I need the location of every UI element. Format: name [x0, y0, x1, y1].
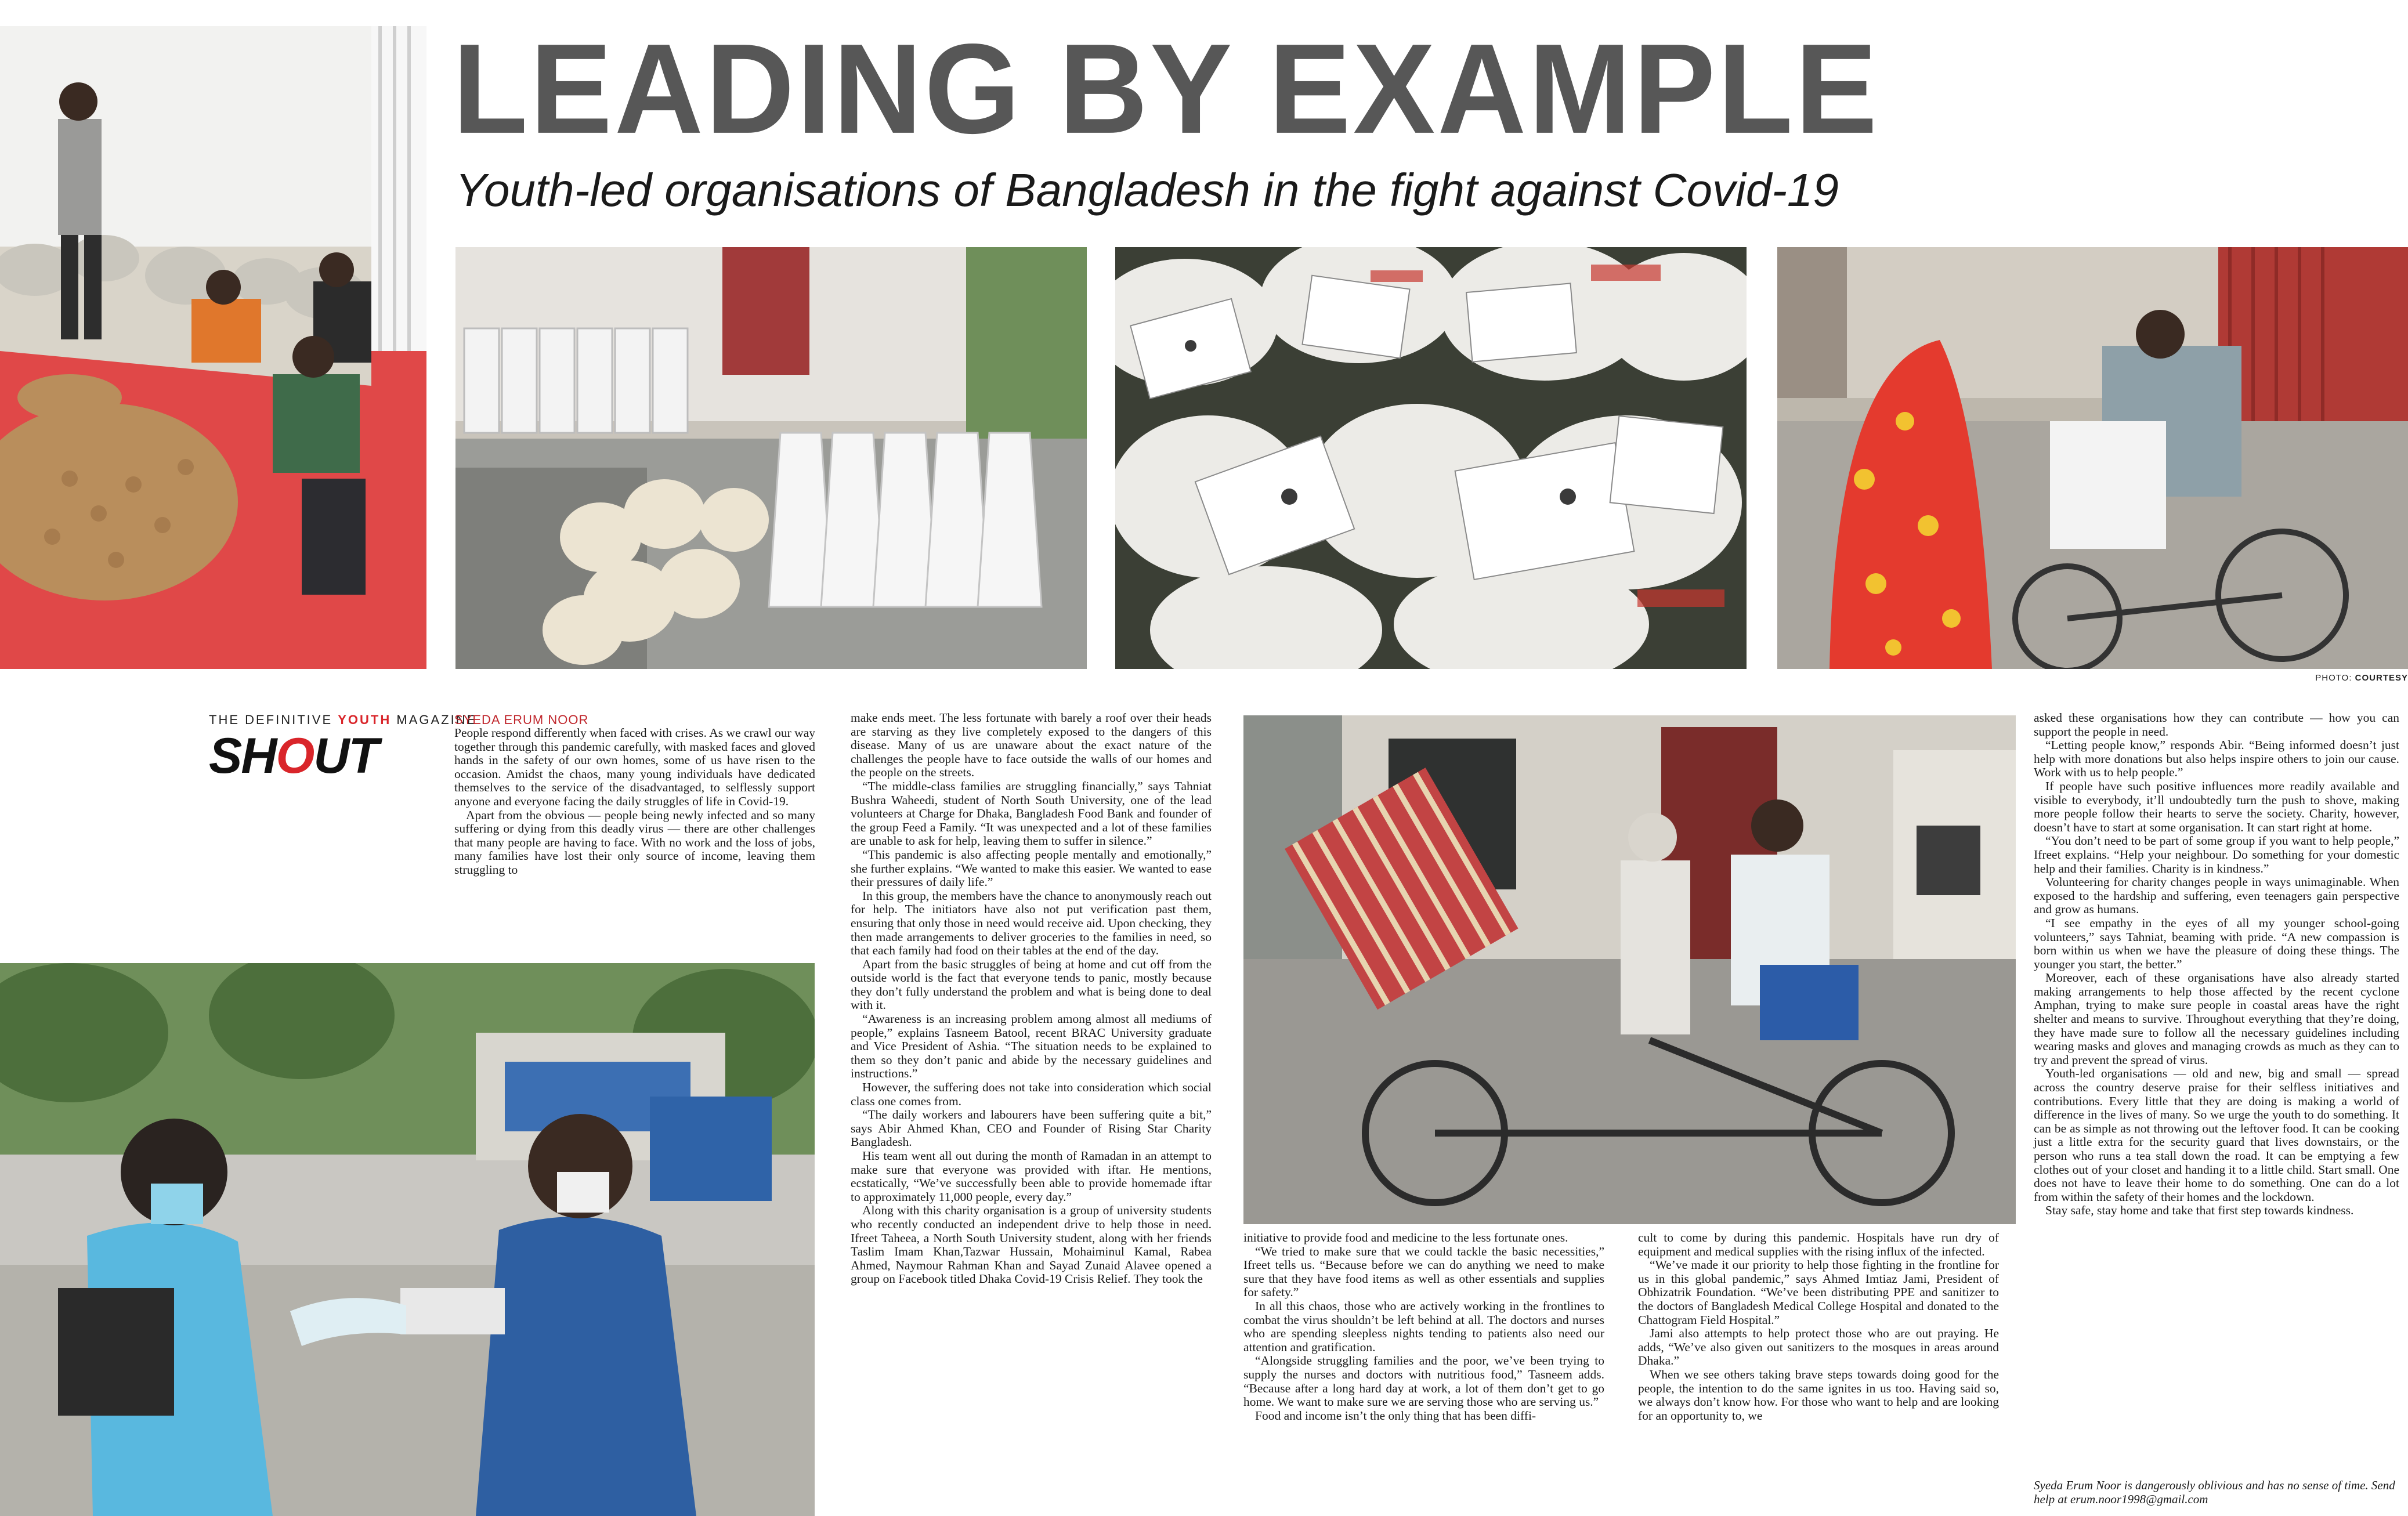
paragraph: His team went all out during the month of Ramadan in an attempt to make sure that everyone was provided with iftar. He mentions, ecstatically, “We’ve successfully been able to provide homemade iftar to approximately 11,000 people, every day.” — [851, 1149, 1212, 1204]
volunteers-sorting-potatoes-photo — [0, 26, 426, 669]
paragraph: Youth-led organisations — old and new, big and small — spread across the country deserve praise for their selfless initiatives and contributions. Every little that they are doing is making a world of difference in the lives of many. So we urge the youth to do something. It can be as simple as not throwing out the leftover food. It can be cooking just a little extra for the security guard that lives downstairs, or the person who runs a tea stall down the road. It can be emptying a few clothes out of your closet and handing it to a little child. Start small. One does not have to leave their home to do something. One can do a lot from within the safety of their homes and the lockdown. — [2034, 1066, 2399, 1204]
byline: SYEDA ERUM NOOR — [454, 712, 589, 727]
shout-logo: SHOUT — [209, 728, 378, 784]
paragraph: “Letting people know,” responds Abir. “Being informed doesn’t just help with more donations but also helps inspire others to join our cause. Work with us to help people.” — [2034, 738, 2399, 780]
rickshaw-delivery-photo — [1777, 247, 2408, 669]
author-bio: Syeda Erum Noor is dangerously oblivious and has no sense of time. Send help at erum.noor1998@gmail.com — [2034, 1478, 2395, 1506]
article-column-3 — [1243, 1231, 1604, 1423]
photo-credit — [2315, 673, 2408, 683]
paragraph: “This pandemic is also affecting people mentally and emotionally,” she further explains. “We wanted to make this easier. We wanted to ease their pressures of daily life.” — [851, 847, 1212, 889]
paragraph: “We tried to make sure that we could tackle the basic necessities,” Ifreet tells us. “Because before we can do anything we need to make sure that they have food items as well as other essentials and supplies for safety.” — [1243, 1244, 1604, 1300]
paragraph: “Awareness is an increasing problem among almost all mediums of people,” explains Tasneem Batool, recent BRAC University graduate and Vice President of Ashia. “The situation needs to be explained to them so they don’t panic and abide by the necessary guidelines and instructions.” — [851, 1012, 1212, 1081]
paragraph: “We’ve made it our priority to help those fighting in the frontline for us in this global pandemic,” says Ahmed Imtiaz Jami, President of Obhizatrik Foundation. “We’ve been distributing PPE and sanitizer to the doctors of Bangladesh Medical College Hospital and donated to the Chattogram Field Hospital.” — [1638, 1258, 1999, 1327]
paragraph: In all this chaos, those who are actively working in the frontlines to combat the virus shouldn’t be left behind at all. The doctors and nurses who are spending sleepless nights tending to patients also need our attention and gratification. — [1243, 1298, 1604, 1354]
paragraph: “I see empathy in the eyes of all my younger school-going volunteers,” says Tahniat, beaming with pride. “A new compassion is born within us when we have the pleasure of doing these things. The younger you start, the better.” — [2034, 916, 2399, 971]
paragraph: “The middle-class families are struggling financially,” says Tahniat Bushra Waheedi, student of North South University, one of the lead volunteers at Charge for Dhaka, Bangladesh Food Bank and founder of the group Feed a Family. “It was unexpected and a lot of these families are unable to ask for help, leaving them to suffer in silence.” — [851, 779, 1212, 848]
rickshaw-puller-mask-photo — [1243, 715, 2016, 1224]
photo-credit-label: PHOTO: — [2315, 673, 2352, 683]
paragraph: “Alongside struggling families and the poor, we’ve been trying to supply the nurses and doctors with nutritious food,” Tasneem adds. “Because after a long hard day at work, a lot of them don’t get to go home. We want to make sure we are serving those who are serving us.” — [1243, 1354, 1604, 1409]
paragraph: Moreover, each of these organisations have also already started making arrangements to help those affected by the recent cyclone Amphan, trying to make sure people in coastal areas have the right shelter and means to survive. Throughout everything that they’re doing, they have made sure to follow all the necessary guidelines including wearing masks and gloves and managing crowds as much as they can to try and prevent the spread of virus. — [2034, 971, 2399, 1067]
paragraph: “The daily workers and labourers have been suffering quite a bit,” says Abir Ahmed Khan, CEO and Founder of Rising Star Charity Bangladesh. — [851, 1108, 1212, 1149]
article-column-1 — [454, 726, 815, 877]
paragraph: Volunteering for charity changes people in ways unimaginable. When exposed to the hardship and suffering, even teenagers gain perspective and grow as humans. — [2034, 875, 2399, 917]
paragraph: asked these organisations how they can contribute — how you can support the people in need. — [2034, 711, 2399, 739]
paragraph: Apart from the obvious — people being newly infected and so many suffering or dying from this deadly virus — there are other challenges that many people are having to face. With no work and the loss of jobs, many families have lost their only source of income, leaving them struggling to — [454, 808, 815, 877]
paragraph: If people have such positive influences more readily available and visible to everybody, it’ll undoubtedly turn the push to shove, making more people follow their hearts to serve the society. Charity, however, doesn’t have to start at some organisation. It can start right at home. — [2034, 779, 2399, 834]
grocery-sacks-photo — [455, 247, 1087, 669]
paragraph: When we see others taking brave steps towards doing good for the people, the intention to do the same ignites in us too. Having said so, we always don’t know how. For those who want to help and are looking for an opportunity to, we — [1638, 1367, 1999, 1423]
paragraph: Apart from the basic struggles of being at home and cut off from the outside world is the fact that everyone tends to panic, mostly because they don’t fully understand the problem and what is being done to deal with it. — [851, 957, 1212, 1012]
subheadline: Youth-led organisations of Bangladesh in the fight against Covid-19 — [455, 164, 1839, 216]
article-column-5 — [2034, 711, 2399, 1218]
photo-credit-value: COURTESY — [2355, 673, 2408, 683]
headline: LEADING BY EXAMPLE — [453, 17, 1880, 160]
paragraph: cult to come by during this pandemic. Hospitals have run dry of equipment and medical supplies with the rising influx of the infected. — [1638, 1231, 1999, 1258]
paragraph: make ends meet. The less fortunate with barely a roof over their heads are starving as they live completely exposed to the dangers of this disease. Many of us are unaware about the exact nature of the challenges the people have to face outside the walls of our homes and the people on the streets. — [851, 711, 1212, 780]
paragraph: People respond differently when faced with crises. As we crawl our way together through this pandemic carefully, with masked faces and gloved hands in the safety of our own homes, some of us have risen to the occasion. Amidst the chaos, many young individuals have dedicated themselves to the service of the disadvantaged, to selflessly support anyone and everyone facing the daily struggles of life in Covid-19. — [454, 726, 815, 808]
food-handout-photo — [0, 963, 815, 1516]
brand-tagline: THE DEFINITIVE YOUTH MAGAZINE — [209, 712, 478, 727]
article-column-2 — [851, 711, 1212, 1286]
paragraph: “You don’t need to be part of some group if you want to help people,” Ifreet explains. “Help your neighbour. Do something for your domestic help and their families. Charity is in kindness.” — [2034, 834, 2399, 875]
labelled-relief-bags-photo — [1115, 247, 1747, 669]
paragraph: Food and income isn’t the only thing that has been diffi- — [1255, 1408, 1536, 1423]
paragraph: Jami also attempts to help protect those who are out praying. He adds, “We’ve also given out sanitizers to the mosques in areas around Dhaka.” — [1638, 1326, 1999, 1368]
paragraph: In this group, the members have the chance to anonymously reach out for help. The initiators have also not put verification past them, ensuring that only those in need would receive aid. Upon checking, they then made arrangements to deliver groceries to the families in need, so that each family had food on their tables at the end of the day. — [851, 888, 1212, 958]
paragraph: initiative to provide food and medicine to the less fortunate ones. — [1243, 1231, 1568, 1244]
paragraph: Stay safe, stay home and take that first step towards kindness. — [2045, 1203, 2354, 1218]
article-column-4 — [1638, 1231, 1999, 1423]
shout-brand — [209, 712, 478, 784]
paragraph: Along with this charity organisation is a group of university students who recently conducted an independent drive to help those in need. Ifreet Taheea, a North South University student, along with her friends Taslim Imam Khan,Tazwar Hussain, Mohaiminul Kamal, Rabea Ahmed, Naymour Rahman Khan and Sayad Zunaid Alavee opened a group on Facebook titled Dhaka Covid-19 Crisis Relief. They took the — [851, 1203, 1212, 1286]
paragraph: However, the suffering does not take into consideration which social class one comes from. — [851, 1080, 1212, 1108]
